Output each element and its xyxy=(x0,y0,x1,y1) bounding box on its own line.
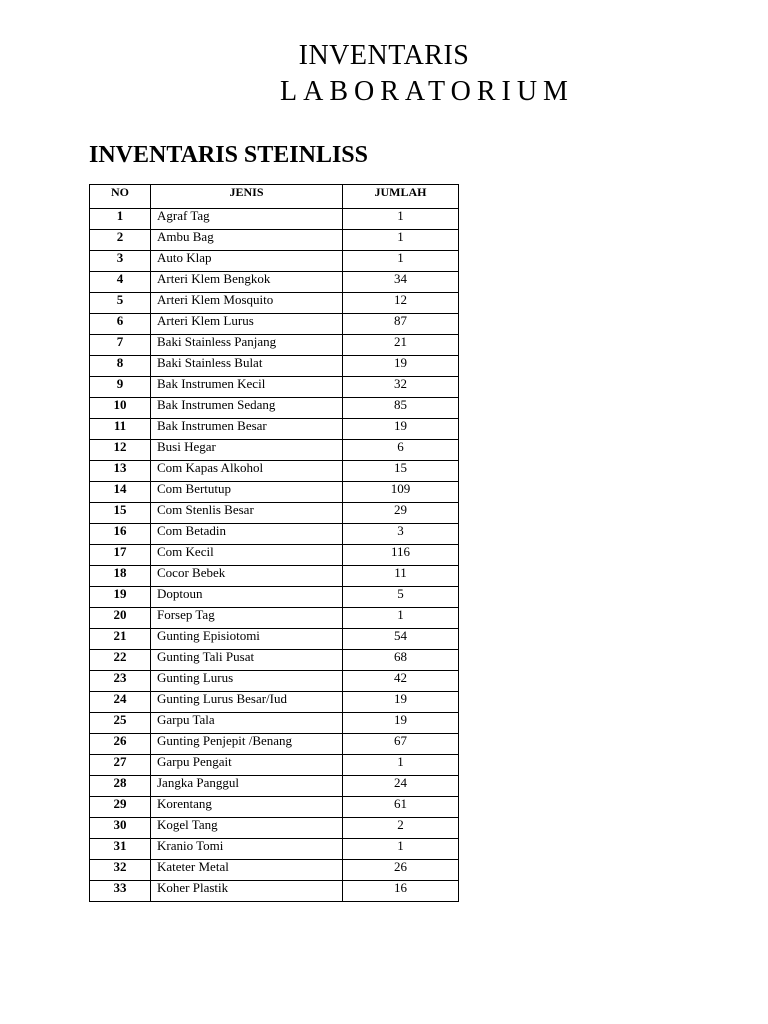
cell-jumlah: 1 xyxy=(343,608,459,629)
cell-jenis: Koher Plastik xyxy=(151,881,343,902)
cell-no: 22 xyxy=(90,650,151,671)
cell-jumlah: 116 xyxy=(343,545,459,566)
cell-no: 7 xyxy=(90,335,151,356)
page-subtitle-clipped xyxy=(280,76,574,107)
inventory-table xyxy=(89,184,459,902)
cell-no: 13 xyxy=(90,461,151,482)
cell-jenis: Bak Instrumen Sedang xyxy=(151,398,343,419)
cell-no: 30 xyxy=(90,818,151,839)
cell-no: 14 xyxy=(90,482,151,503)
table-row xyxy=(90,692,459,713)
cell-no: 18 xyxy=(90,566,151,587)
cell-no: 11 xyxy=(90,419,151,440)
cell-jenis: Jangka Panggul xyxy=(151,776,343,797)
table-row xyxy=(90,356,459,377)
cell-jenis: Arteri Klem Lurus xyxy=(151,314,343,335)
cell-jenis: Doptoun xyxy=(151,587,343,608)
table-row xyxy=(90,482,459,503)
table-row xyxy=(90,713,459,734)
cell-jenis: Auto Klap xyxy=(151,251,343,272)
cell-jenis: Com Betadin xyxy=(151,524,343,545)
cell-jenis: Arteri Klem Mosquito xyxy=(151,293,343,314)
cell-no: 19 xyxy=(90,587,151,608)
cell-jumlah: 19 xyxy=(343,692,459,713)
cell-jumlah: 3 xyxy=(343,524,459,545)
cell-jumlah: 87 xyxy=(343,314,459,335)
cell-no: 4 xyxy=(90,272,151,293)
cell-jenis: Garpu Pengait xyxy=(151,755,343,776)
table-row xyxy=(90,545,459,566)
table-row xyxy=(90,587,459,608)
cell-jenis: Baki Stainless Panjang xyxy=(151,335,343,356)
cell-jumlah: 1 xyxy=(343,755,459,776)
cell-jumlah: 1 xyxy=(343,209,459,230)
table-row xyxy=(90,818,459,839)
cell-jenis: Busi Hegar xyxy=(151,440,343,461)
cell-no: 6 xyxy=(90,314,151,335)
table-row xyxy=(90,398,459,419)
cell-no: 9 xyxy=(90,377,151,398)
cell-no: 25 xyxy=(90,713,151,734)
cell-jumlah: 61 xyxy=(343,797,459,818)
cell-no: 5 xyxy=(90,293,151,314)
table-row xyxy=(90,314,459,335)
cell-no: 29 xyxy=(90,797,151,818)
cell-jumlah: 26 xyxy=(343,860,459,881)
table-row xyxy=(90,524,459,545)
cell-no: 17 xyxy=(90,545,151,566)
cell-jumlah: 68 xyxy=(343,650,459,671)
cell-jenis: Arteri Klem Bengkok xyxy=(151,272,343,293)
cell-jenis: Ambu Bag xyxy=(151,230,343,251)
table-row xyxy=(90,230,459,251)
table-row xyxy=(90,839,459,860)
table-row xyxy=(90,734,459,755)
cell-jumlah: 1 xyxy=(343,230,459,251)
cell-no: 2 xyxy=(90,230,151,251)
cell-jenis: Agraf Tag xyxy=(151,209,343,230)
table-row xyxy=(90,860,459,881)
table-row xyxy=(90,377,459,398)
cell-no: 28 xyxy=(90,776,151,797)
cell-jenis: Cocor Bebek xyxy=(151,566,343,587)
cell-jumlah: 29 xyxy=(343,503,459,524)
table-row xyxy=(90,797,459,818)
cell-jenis: Gunting Lurus Besar/Iud xyxy=(151,692,343,713)
column-header-jenis: JENIS xyxy=(151,185,343,209)
table-header-row xyxy=(90,185,459,209)
cell-jumlah: 5 xyxy=(343,587,459,608)
cell-jenis: Kogel Tang xyxy=(151,818,343,839)
cell-jenis: Korentang xyxy=(151,797,343,818)
cell-jenis: Com Stenlis Besar xyxy=(151,503,343,524)
cell-no: 33 xyxy=(90,881,151,902)
cell-no: 3 xyxy=(90,251,151,272)
cell-no: 27 xyxy=(90,755,151,776)
cell-jumlah: 1 xyxy=(343,839,459,860)
cell-jenis: Gunting Lurus xyxy=(151,671,343,692)
table-row xyxy=(90,251,459,272)
cell-jumlah: 1 xyxy=(343,251,459,272)
cell-no: 15 xyxy=(90,503,151,524)
cell-jenis: Com Bertutup xyxy=(151,482,343,503)
cell-jenis: Com Kapas Alkohol xyxy=(151,461,343,482)
cell-jumlah: 67 xyxy=(343,734,459,755)
cell-jumlah: 6 xyxy=(343,440,459,461)
cell-no: 23 xyxy=(90,671,151,692)
cell-jenis: Bak Instrumen Kecil xyxy=(151,377,343,398)
section-heading: INVENTARIS STEINLISS xyxy=(89,142,368,168)
cell-jenis: Kateter Metal xyxy=(151,860,343,881)
cell-no: 20 xyxy=(90,608,151,629)
cell-no: 12 xyxy=(90,440,151,461)
cell-jenis: Gunting Penjepit /Benang xyxy=(151,734,343,755)
cell-no: 21 xyxy=(90,629,151,650)
cell-jumlah: 32 xyxy=(343,377,459,398)
column-header-jumlah: JUMLAH xyxy=(343,185,459,209)
cell-jenis: Baki Stainless Bulat xyxy=(151,356,343,377)
table-row xyxy=(90,335,459,356)
cell-jumlah: 11 xyxy=(343,566,459,587)
cell-jumlah: 15 xyxy=(343,461,459,482)
table-body xyxy=(90,209,459,902)
table-row xyxy=(90,608,459,629)
table-row xyxy=(90,503,459,524)
cell-no: 1 xyxy=(90,209,151,230)
cell-no: 32 xyxy=(90,860,151,881)
cell-no: 16 xyxy=(90,524,151,545)
cell-jumlah: 54 xyxy=(343,629,459,650)
cell-no: 24 xyxy=(90,692,151,713)
cell-jenis: Bak Instrumen Besar xyxy=(151,419,343,440)
cell-jumlah: 34 xyxy=(343,272,459,293)
cell-jumlah: 42 xyxy=(343,671,459,692)
table-row xyxy=(90,629,459,650)
cell-no: 26 xyxy=(90,734,151,755)
table-row xyxy=(90,293,459,314)
table-row xyxy=(90,461,459,482)
cell-jumlah: 19 xyxy=(343,356,459,377)
table-row xyxy=(90,755,459,776)
cell-no: 10 xyxy=(90,398,151,419)
table-row xyxy=(90,881,459,902)
cell-jenis: Gunting Episiotomi xyxy=(151,629,343,650)
table-row xyxy=(90,440,459,461)
cell-no: 31 xyxy=(90,839,151,860)
cell-jumlah: 16 xyxy=(343,881,459,902)
page-title: INVENTARIS xyxy=(298,40,470,71)
table-row xyxy=(90,209,459,230)
cell-jumlah: 85 xyxy=(343,398,459,419)
cell-jumlah: 19 xyxy=(343,419,459,440)
cell-no: 8 xyxy=(90,356,151,377)
cell-jumlah: 109 xyxy=(343,482,459,503)
table-row xyxy=(90,671,459,692)
table-row xyxy=(90,650,459,671)
cell-jenis: Com Kecil xyxy=(151,545,343,566)
cell-jenis: Gunting Tali Pusat xyxy=(151,650,343,671)
table-row xyxy=(90,776,459,797)
cell-jenis: Kranio Tomi xyxy=(151,839,343,860)
table-row xyxy=(90,272,459,293)
cell-jumlah: 21 xyxy=(343,335,459,356)
cell-jumlah: 19 xyxy=(343,713,459,734)
cell-jenis: Garpu Tala xyxy=(151,713,343,734)
page-subtitle: LABORATORIUM xyxy=(280,76,574,107)
column-header-no: NO xyxy=(90,185,151,209)
table-row xyxy=(90,419,459,440)
table-row xyxy=(90,566,459,587)
cell-jenis: Forsep Tag xyxy=(151,608,343,629)
cell-jumlah: 12 xyxy=(343,293,459,314)
cell-jumlah: 24 xyxy=(343,776,459,797)
cell-jumlah: 2 xyxy=(343,818,459,839)
